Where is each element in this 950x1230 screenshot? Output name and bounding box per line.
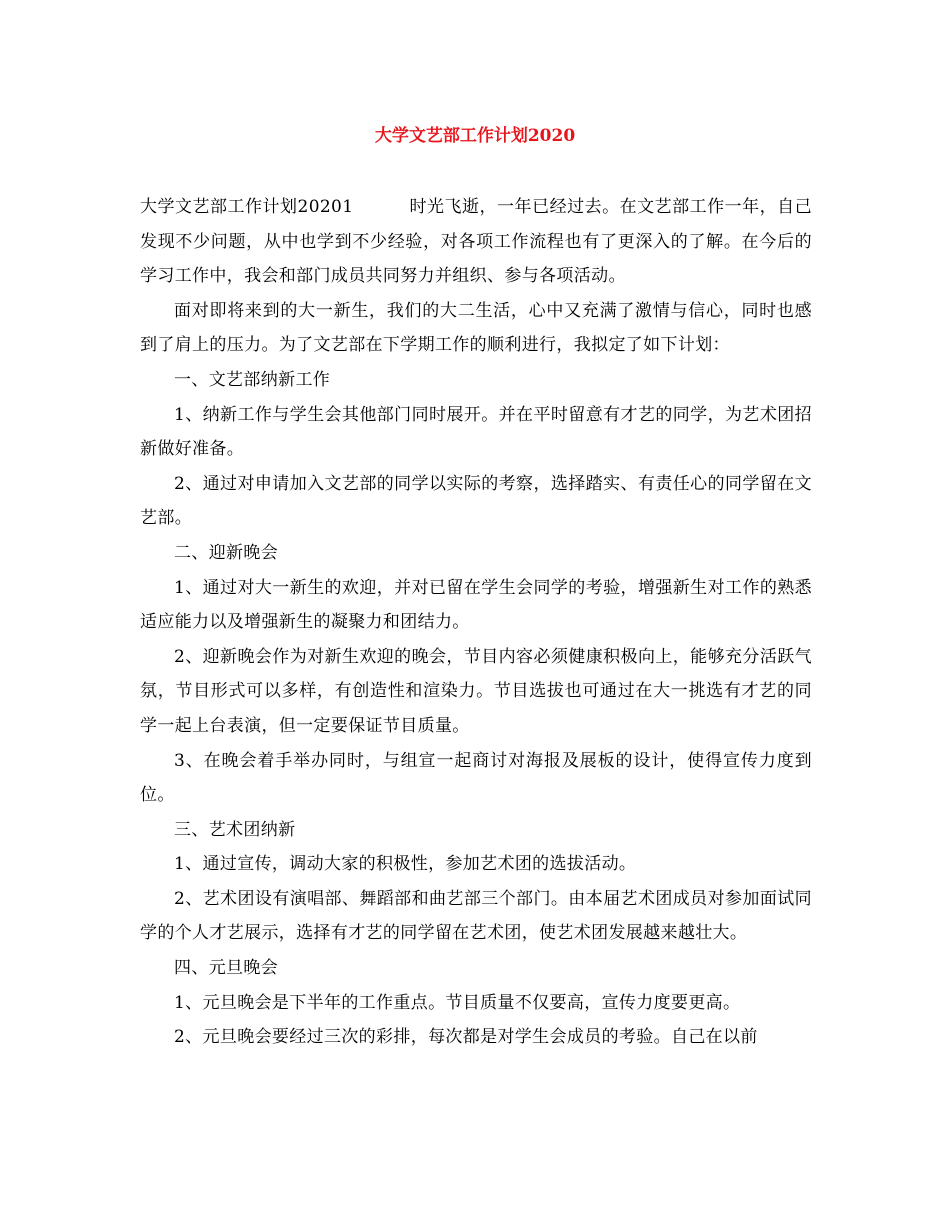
paragraph: 2、迎新晚会作为对新生欢迎的晚会，节目内容必须健康积极向上，能够充分活跃气氛，节目形式可以多样，有创造性和渲染力。节目选拔也可通过在大一挑选有才艺的同学一起上台表演，但一定要保证节目质量。	[140, 646, 812, 736]
section-heading: 一、文艺部纳新工作	[174, 369, 331, 390]
intro-lead: 大学文艺部工作计划20201	[140, 197, 354, 217]
paragraph: 2、通过对申请加入文艺部的同学以实际的考察，选择踏实、有责任心的同学留在文艺部。	[140, 473, 812, 529]
document-title: 大学文艺部工作计划2020	[374, 126, 576, 146]
paragraph: 1、通过宣传，调动大家的积极性，参加艺术团的选拔活动。	[174, 854, 637, 875]
intro-paragraph	[140, 190, 812, 294]
paragraph: 1、通过对大一新生的欢迎，并对已留在学生会同学的考验，增强新生对工作的熟悉适应能力以及增强新生的凝聚力和团结力。	[140, 577, 812, 633]
paragraph: 2、艺术团设有演唱部、舞蹈部和曲艺部三个部门。由本届艺术团成员对参加面试同学的个人才艺展示，选择有才艺的同学留在艺术团，使艺术团发展越来越壮大。	[140, 888, 812, 944]
paragraph: 1、纳新工作与学生会其他部门同时展开。并在平时留意有才艺的同学，为艺术团招新做好准备。	[140, 404, 812, 460]
intro-rest: 时光飞逝，一年已经过去。在文艺部工作一年，自己发现不少问题，从中也学到不少经验，对各项工作流程也有了更深入的了解。在今后的学习工作中，我会和部门成员共同努力并组织、参与各项活动。	[140, 197, 812, 287]
paragraph: 2、元旦晚会要经过三次的彩排，每次都是对学生会成员的考验。自己在以前	[174, 1027, 758, 1048]
document-body	[140, 190, 812, 1055]
paragraph: 1、元旦晚会是下半年的工作重点。节目质量不仅要高，宣传力度要更高。	[174, 992, 741, 1013]
paragraph: 面对即将来到的大一新生，我们的大二生活，心中又充满了激情与信心，同时也感到了肩上的压力。为了文艺部在下学期工作的顺利进行，我拟定了如下计划：	[140, 300, 812, 356]
section-heading: 四、元旦晚会	[174, 958, 279, 979]
section-heading: 二、迎新晚会	[174, 542, 279, 563]
section-heading: 三、艺术团纳新	[174, 819, 296, 840]
paragraph: 3、在晚会着手举办同时，与组宣一起商讨对海报及展板的设计，使得宣传力度到位。	[140, 750, 812, 806]
